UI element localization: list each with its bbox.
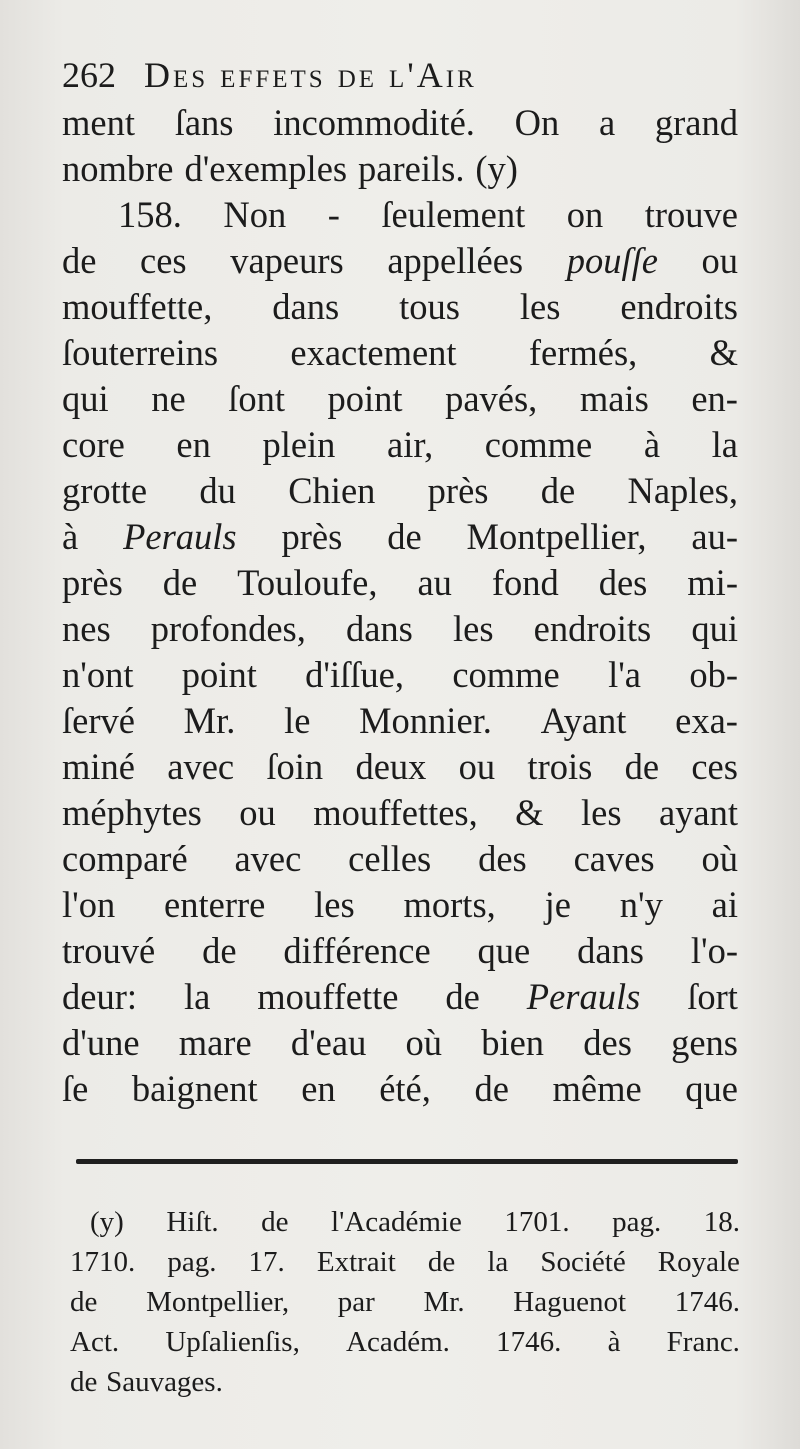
page-number: 262 [62, 55, 116, 95]
word: (y) [90, 1206, 124, 1238]
word: des [478, 838, 527, 879]
running-title: Des effets de l'Air [144, 55, 477, 95]
word: pavés, [445, 378, 538, 419]
word: différence [283, 930, 431, 971]
word: 1746. [674, 1286, 740, 1318]
body-line [62, 790, 738, 836]
body-line [62, 1020, 738, 1066]
body-line [62, 1066, 738, 1112]
word: point [327, 378, 403, 419]
body-line [62, 928, 738, 974]
word: Ayant [540, 700, 627, 741]
footnote-line [70, 1282, 740, 1322]
word: ou [701, 240, 738, 281]
word: comme [484, 424, 593, 465]
word: Montpellier, [146, 1286, 290, 1318]
word: fermés, [528, 332, 638, 373]
word: Royale [657, 1246, 740, 1278]
word: du [199, 470, 236, 511]
footnote-line [70, 1362, 740, 1402]
word: ai [711, 884, 738, 925]
word: 1701. [504, 1206, 570, 1238]
word: Monnier. [359, 700, 492, 741]
word: trouve [644, 194, 738, 235]
word: la [183, 976, 211, 1017]
word: ſont [228, 378, 285, 419]
word: de [427, 1246, 456, 1278]
word: point [181, 654, 257, 695]
word: & [515, 792, 544, 833]
word: la [711, 424, 738, 465]
footnote-rule [76, 1159, 738, 1164]
word: des [598, 562, 648, 603]
word: dans [272, 286, 340, 327]
word: n'y [619, 884, 663, 925]
word: Sauvages. [106, 1366, 223, 1398]
word: pag. [167, 1246, 217, 1278]
word: au- [691, 516, 738, 557]
word: endroits [620, 286, 738, 327]
word: on [566, 194, 604, 235]
word: deux [355, 746, 427, 787]
word: d'iſſue, [305, 654, 404, 695]
word: vapeurs [230, 240, 344, 281]
word: ou [239, 792, 276, 833]
word: de [70, 1366, 98, 1398]
word: de [70, 1286, 98, 1318]
word: 1710. [70, 1246, 136, 1278]
word: en [176, 424, 211, 465]
word: de [202, 930, 237, 971]
word: 1746. [496, 1326, 562, 1358]
body-line [62, 974, 738, 1020]
word: de [445, 976, 480, 1017]
word: Académ. [346, 1326, 450, 1358]
word: fond [491, 562, 559, 603]
word: a [598, 102, 616, 143]
word: de [474, 1068, 509, 1109]
word: je [544, 884, 571, 925]
footnote [70, 1202, 740, 1402]
word: qui [62, 378, 109, 419]
word: Haguenot [513, 1286, 627, 1318]
word: mouffette, [62, 286, 213, 327]
body-line [62, 238, 738, 284]
word: à [643, 424, 661, 465]
word: endroits [533, 608, 652, 649]
body-line [62, 330, 738, 376]
word: Perauls [123, 516, 237, 557]
word: d'exemples [184, 148, 348, 189]
word: en- [691, 378, 738, 419]
word: ſoin [266, 746, 324, 787]
word: même [552, 1068, 642, 1109]
word: nes [62, 608, 111, 649]
word: où [701, 838, 738, 879]
word: deur: [62, 976, 137, 1017]
word: que [685, 1068, 738, 1109]
word: à [607, 1326, 621, 1358]
word: nombre [62, 148, 174, 189]
word: mi- [687, 562, 738, 603]
word: comme [452, 654, 560, 695]
word: l'Académie [331, 1206, 462, 1238]
word: - [327, 194, 340, 235]
word: d'une [62, 1022, 140, 1063]
word: de [62, 240, 97, 281]
word: & [709, 332, 738, 373]
word: ſouterreins [62, 332, 219, 373]
word: celles [348, 838, 432, 879]
body-text [62, 100, 738, 1112]
word: l'a [608, 654, 642, 695]
word: Touloufe, [237, 562, 378, 603]
body-line [62, 744, 738, 790]
word: grotte [62, 470, 148, 511]
footnote-line [70, 1242, 740, 1282]
word: ſe [62, 1068, 89, 1109]
word: morts, [403, 884, 496, 925]
word: où [405, 1022, 443, 1063]
word: pouſſe [566, 240, 658, 281]
word: Act. [70, 1326, 120, 1358]
word: à [62, 516, 79, 557]
word: les [580, 792, 622, 833]
word: de [624, 746, 660, 787]
word: ſervé [62, 700, 135, 741]
word: ſort [687, 976, 738, 1017]
body-line [62, 146, 738, 192]
word: en [301, 1068, 336, 1109]
word: près [62, 562, 123, 603]
word: Naples, [627, 470, 738, 511]
body-line [62, 606, 738, 652]
word: Société [540, 1246, 626, 1278]
word: les [452, 608, 494, 649]
body-line [62, 100, 738, 146]
word: avec [234, 838, 302, 879]
word: (y) [475, 148, 518, 189]
word: Mr. [423, 1286, 465, 1318]
body-line [62, 284, 738, 330]
word: qui [691, 608, 738, 649]
word: avec [167, 746, 235, 787]
running-head [62, 52, 742, 98]
word: trois [527, 746, 593, 787]
word: le [284, 700, 311, 741]
word: baignent [131, 1068, 258, 1109]
word: des [583, 1022, 632, 1063]
word: ment [62, 102, 135, 143]
word: tous [399, 286, 460, 327]
word: incommodité. [273, 102, 475, 143]
word: enterre [164, 884, 266, 925]
word: 18. [703, 1206, 740, 1238]
body-line [62, 560, 738, 606]
word: appellées [387, 240, 524, 281]
word: air, [387, 424, 434, 465]
word: ſeulement [381, 194, 526, 235]
word: par [337, 1286, 375, 1318]
word: grand [654, 102, 738, 143]
word: profondes, [150, 608, 306, 649]
word: de [387, 516, 422, 557]
word: l'on [62, 884, 116, 925]
word: de [261, 1206, 289, 1238]
word: dans [345, 608, 413, 649]
word: de [540, 470, 576, 511]
body-line [62, 514, 738, 560]
word: mouffettes, [313, 792, 478, 833]
word: mouffette [257, 976, 399, 1017]
word: mais [579, 378, 649, 419]
word: Hiſt. [166, 1206, 219, 1238]
word: Upſalienſis, [165, 1326, 300, 1358]
body-line [62, 652, 738, 698]
word: l'o- [690, 930, 738, 971]
word: 158. [118, 194, 182, 235]
word: Non [223, 194, 287, 235]
word: Extrait [316, 1246, 396, 1278]
word: trouvé [62, 930, 156, 971]
word: caves [573, 838, 655, 879]
word: ces [140, 240, 187, 281]
word: miné [62, 746, 135, 787]
word: pag. [612, 1206, 662, 1238]
footnote-line [70, 1322, 740, 1362]
body-line [62, 882, 738, 928]
word: Franc. [666, 1326, 740, 1358]
word: Montpellier, [466, 516, 647, 557]
body-line [62, 468, 738, 514]
word: gens [671, 1022, 738, 1063]
word: comparé [62, 838, 188, 879]
word: core [62, 424, 125, 465]
word: près [281, 516, 343, 557]
word: pareils. [358, 148, 465, 189]
word: ſans [174, 102, 234, 143]
word: méphytes [62, 792, 202, 833]
word: 17. [248, 1246, 285, 1278]
word: que [477, 930, 531, 971]
body-line [62, 192, 738, 238]
word: Mr. [183, 700, 236, 741]
word: ou [458, 746, 496, 787]
word: dans [577, 930, 644, 971]
body-line [62, 422, 738, 468]
word: bien [481, 1022, 545, 1063]
word: exa- [675, 700, 738, 741]
body-line [62, 376, 738, 422]
body-line [62, 698, 738, 744]
word: Chien [288, 470, 376, 511]
word: les [314, 884, 355, 925]
word: été, [379, 1068, 431, 1109]
footnote-line [70, 1202, 740, 1242]
body-line [62, 836, 738, 882]
word: la [487, 1246, 509, 1278]
word: au [417, 562, 452, 603]
word: ayant [658, 792, 738, 833]
word: ne [151, 378, 186, 419]
word: mare [178, 1022, 252, 1063]
word: On [514, 102, 560, 143]
word: d'eau [290, 1022, 367, 1063]
word: n'ont [62, 654, 134, 695]
word: ces [691, 746, 738, 787]
word: exactement [290, 332, 457, 373]
word: Perauls [526, 976, 641, 1017]
word: les [519, 286, 561, 327]
word: près [427, 470, 489, 511]
word: plein [262, 424, 336, 465]
word: de [162, 562, 198, 603]
word: ob- [689, 654, 738, 695]
